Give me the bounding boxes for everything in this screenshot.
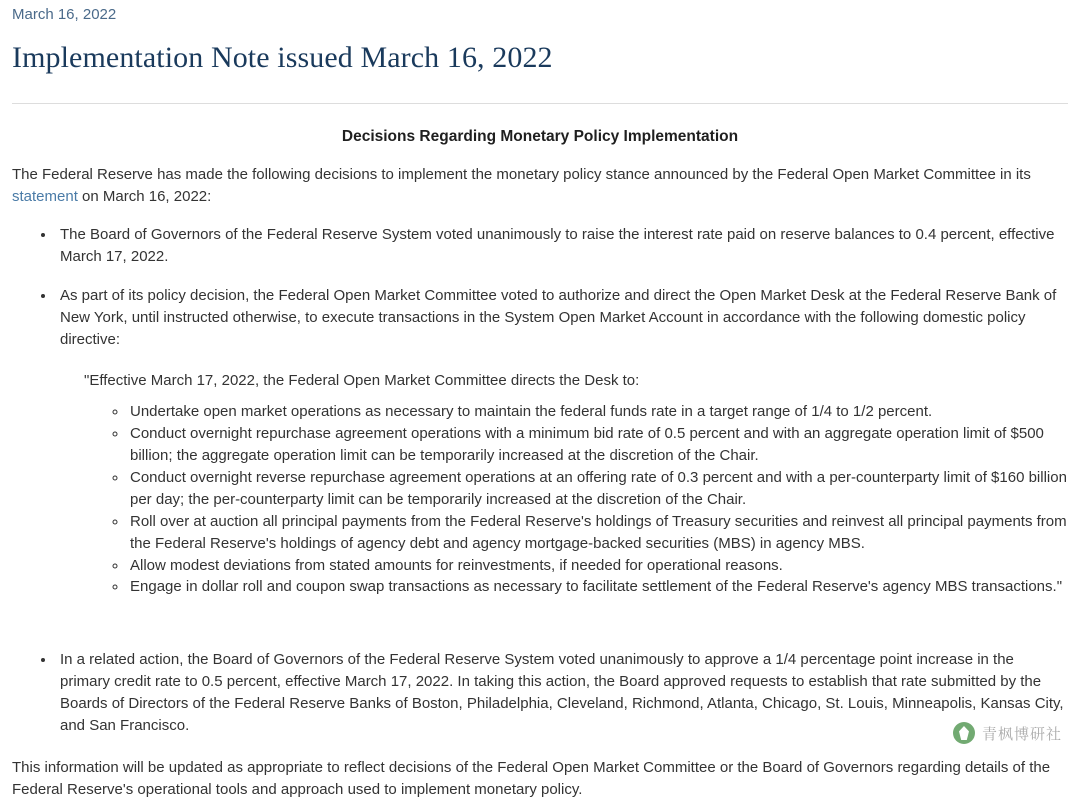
directive-intro: "Effective March 17, 2022, the Federal Open Market Committee directs the Desk to:: [84, 372, 640, 390]
list-item: [56, 285, 1068, 633]
section-heading: Decisions Regarding Monetary Policy Implementation: [341, 127, 739, 145]
statement-link[interactable]: statement: [12, 188, 78, 206]
intro-text-after-link: on March 16, 2022:: [77, 188, 212, 206]
list-item-text: As part of its policy decision, the Federal Open Market Committee voted to authorize and direct the Open Market Desk at the Federal Reserve Bank of New York, until instructed otherwise, to execute transactions in the System Open Market Account in accordance with the following domestic policy directive:: [60, 286, 1057, 348]
list-item: ◦ Roll over at auction all principal payments from the Federal Reserve's holdings of Treasury securities and reinvest all principal payments from the Federal Reserve's holdings of agency debt and agency mortgage-backed securities (MBS) in agency MBS.: [128, 511, 1068, 555]
decision-list: [12, 224, 1068, 737]
intro-text-before-link: The Federal Reserve has made the following decisions to implement the monetary policy stance announced by the Federal Open Market Committee in its: [12, 166, 1031, 184]
list-item: ◦ Allow modest deviations from stated amounts for reinvestments, if needed for operational reasons.: [128, 555, 1068, 577]
publication-date: March 16, 2022: [12, 6, 117, 23]
closing-paragraph: This information will be updated as appropriate to reflect decisions of the Federal Open Market Committee or the Board of Governors regarding details of the Federal Reserve's operational tools and approach used to implement monetary policy.: [12, 758, 1051, 798]
intro-paragraph: [12, 164, 1068, 208]
list-item: ◦ Engage in dollar roll and coupon swap transactions as necessary to facilitate settlement of the Federal Reserve's agency MBS transactions.": [128, 576, 1068, 598]
list-item: ◦ Conduct overnight repurchase agreement operations with a minimum bid rate of 0.5 percent and with an aggregate operation limit of $500 billion; the aggregate operation limit can be temporarily increased at the discretion of the Chair.: [128, 423, 1068, 467]
spacer: [60, 598, 1068, 632]
list-item: • The Board of Governors of the Federal Reserve System voted unanimously to raise the interest rate paid on reserve balances to 0.4 percent, effective March 17, 2022.: [56, 224, 1068, 268]
list-item: ◦ Undertake open market operations as necessary to maintain the federal funds rate in a target range of 1/4 to 1/2 percent.: [128, 401, 1068, 423]
page-title: Implementation Note issued March 16, 2022: [12, 41, 553, 74]
divider: [12, 103, 1068, 104]
list-item: • In a related action, the Board of Governors of the Federal Reserve System voted unanimously to approve a 1/4 percentage point increase in the primary credit rate to 0.5 percent, effective March 17, 2022. In taking this action, the Board approved requests to establish that rate submitted by the Boards of Directors of the Federal Reserve Banks of Boston, Philadelphia, Cleveland, Richmond, Atlanta, Chicago, St. Louis, Minneapolis, Kansas City, and San Francisco.: [56, 649, 1068, 737]
directive-list: [60, 401, 1068, 598]
list-item: ◦ Conduct overnight reverse repurchase agreement operations at an offering rate of 0.3 percent and with a per-counterparty limit of $160 billion per day; the per-counterparty limit can be temporarily increased at the discretion of the Chair.: [128, 467, 1068, 511]
watermark-text: 青枫博研社: [981, 724, 1062, 743]
